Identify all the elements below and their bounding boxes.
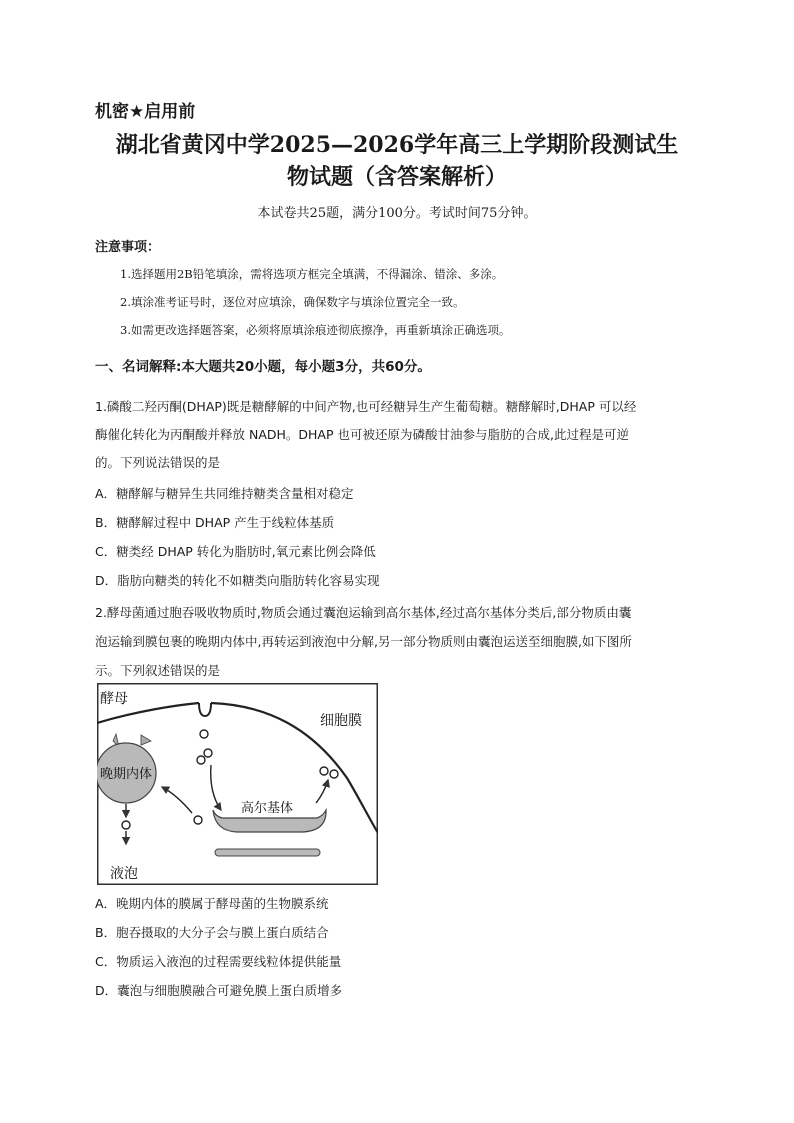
question-2-option-a: A．晚期内体的膜属于酵母菌的生物膜系统 (95, 896, 329, 911)
vesicle (197, 756, 205, 764)
exam-info: 本试卷共25题，满分100分。考试时间75分钟。 (257, 206, 537, 221)
question-2-text: 2.酵母菌通过胞吞吸收物质时,物质会通过囊泡运输到高尔基体,经过高尔基体分类后,部分物质由囊 (95, 605, 632, 620)
notice-title: 注意事项： (95, 240, 161, 255)
question-1-option-c: C．糖类经 DHAP 转化为脂肪时,氧元素比例会降低 (95, 544, 376, 559)
yeast-label: 酵母 (100, 691, 128, 707)
yeast-vesicle-transport-diagram (97, 683, 378, 885)
vesicle (194, 816, 202, 824)
question-2-text: 示。下列叙述错误的是 (95, 663, 221, 678)
question-1-option-d: D．脂肪向糖类的转化不如糖类向脂肪转化容易实现 (95, 573, 380, 588)
vesicle (204, 749, 212, 757)
golgi-label: 高尔基体 (240, 801, 294, 816)
membrane-label: 细胞膜 (320, 713, 362, 729)
question-2-option-d: D．囊泡与细胞膜融合可避免膜上蛋白质增多 (95, 983, 343, 998)
late-endosome-label: 晚期内体 (99, 767, 153, 782)
question-1-text: 酶催化转化为丙酮酸并释放 NADH。DHAP 也可被还原为磷酸甘油参与脂肪的合成,此过程是可逆 (95, 427, 629, 442)
golgi-cisterna-lower (215, 849, 320, 856)
vacuole-label: 液泡 (110, 866, 138, 882)
secret-label: 机密★启用前 (95, 102, 196, 122)
notice-item: 3.如需更改选择题答案，必须将原填涂痕迹彻底擦净，再重新填涂正确选项。 (120, 323, 511, 337)
question-2-option-b: B．胞吞摄取的大分子会与膜上蛋白质结合 (95, 925, 329, 940)
vesicle (320, 767, 328, 775)
vesicle (200, 730, 208, 738)
vesicle (330, 770, 338, 778)
question-1-text: 1.磷酸二羟丙酮(DHAP)既是糖酵解的中间产物,也可经糖异生产生葡萄糖。糖酵解时,DHAP 可以经 (95, 399, 637, 414)
notice-item: 1.选择题用2B铅笔填涂，需将选项方框完全填满，不得漏涂、错涂、多涂。 (120, 267, 504, 281)
page-title-line1: 湖北省黄冈中学2025—2026学年高三上学期阶段测试生 (115, 132, 679, 158)
notice-item: 2.填涂准考证号时，逐位对应填涂，确保数字与填涂位置完全一致。 (120, 295, 465, 309)
section-heading: 一、名词解释:本大题共20小题，每小题3分，共60分。 (95, 359, 431, 375)
question-1-option-b: B．糖酵解过程中 DHAP 产生于线粒体基质 (95, 515, 335, 530)
question-1-option-a: A．糖酵解与糖异生共同维持糖类含量相对稳定 (95, 486, 354, 501)
question-2-text: 泡运输到膜包裹的晚期内体中,再转运到液泡中分解,另一部分物质则由囊泡运送至细胞膜,如下图所 (95, 634, 632, 649)
question-2-option-c: C．物质运入液泡的过程需要线粒体提供能量 (95, 954, 342, 969)
vesicle (122, 821, 130, 829)
question-1-text: 的。下列说法错误的是 (95, 455, 221, 470)
page-title-line2: 物试题（含答案解析） (286, 164, 507, 190)
